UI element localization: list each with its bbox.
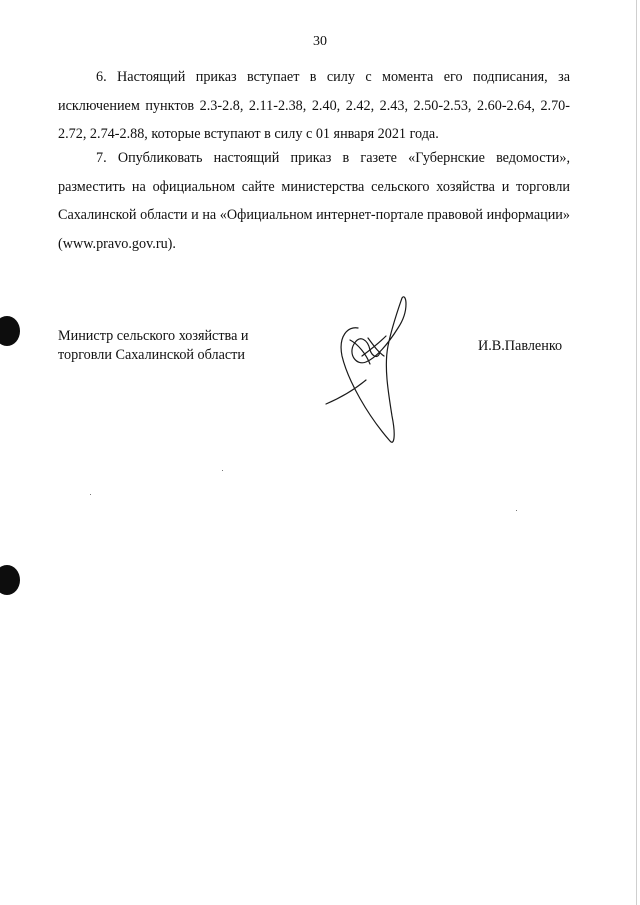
paragraph-6: 6. Настоящий приказ вступает в силу с момента его подписания, за исключением пунктов 2.3-2.8, 2.11-2.38, 2.40, 2.42, 2.43, 2.50-2.53, 2.60-2.64, 2.70-2.72, 2.74-2.88, которые вступают в силу с 01 января 2021 года.	[58, 69, 570, 142]
handwritten-signature	[318, 296, 418, 446]
page-number: 30	[313, 34, 327, 49]
signer-title-line-2: торговли Сахалинской области	[58, 347, 245, 363]
scan-speck	[90, 494, 91, 495]
paragraph-7: 7. Опубликовать настоящий приказ в газете «Губернские ведомости», разместить на официальном сайте министерства сельского хозяйства и торговли Сахалинской области и на «Официальном интернет-портале правовой информации» (www.pravo.gov.ru).	[58, 150, 570, 252]
scan-speck	[222, 470, 223, 471]
signer-name: И.В.Павленко	[478, 338, 563, 354]
signer-title	[58, 327, 249, 365]
scan-edge-line	[636, 0, 637, 905]
punch-hole-top	[0, 316, 20, 346]
signer-title-line-1: Министр сельского хозяйства и	[58, 328, 249, 344]
punch-hole-bottom	[0, 565, 20, 595]
scan-speck	[516, 510, 517, 511]
